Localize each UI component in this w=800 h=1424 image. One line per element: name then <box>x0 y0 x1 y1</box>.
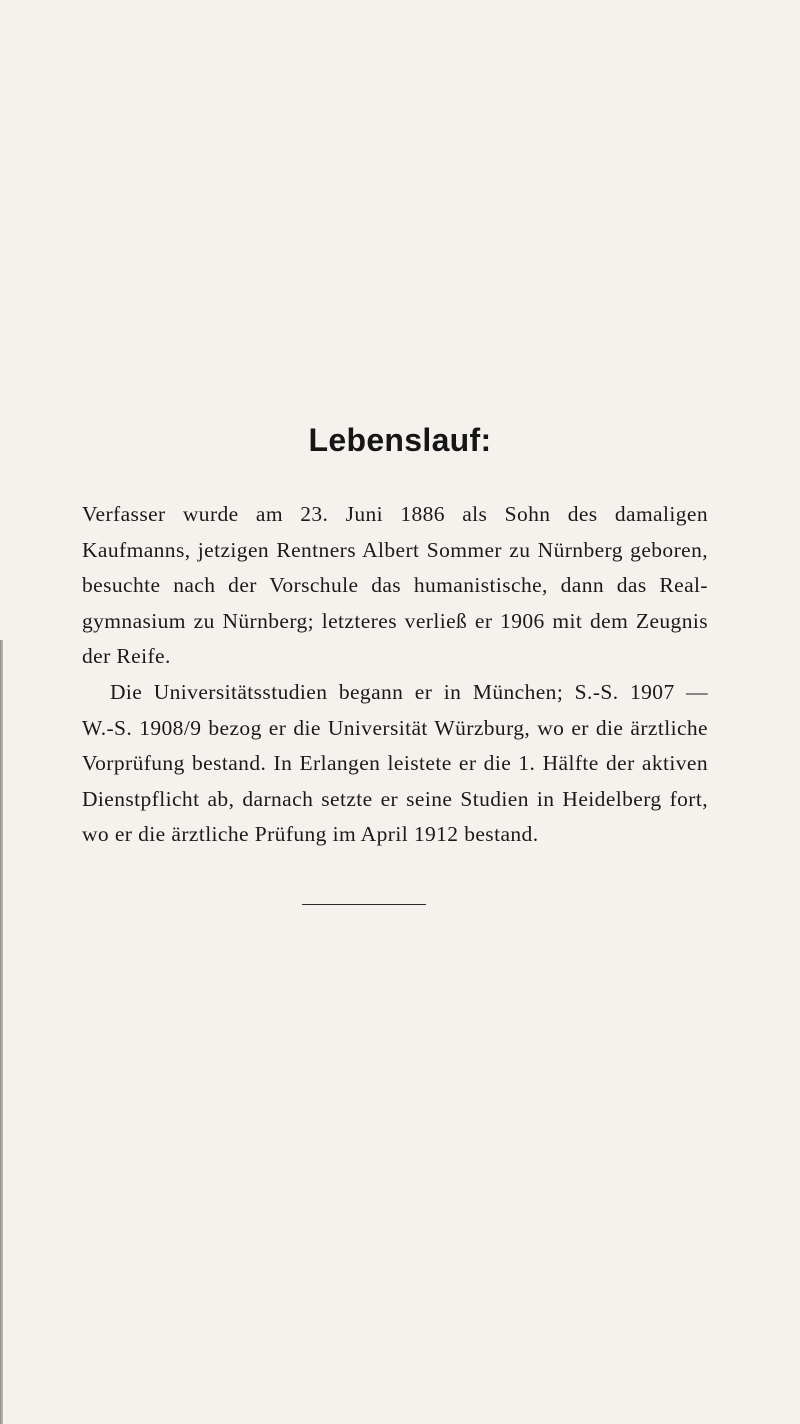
text-line: Verfasser wurde am 23. Juni 1886 als Sohn des damaligen <box>82 502 708 526</box>
text-line: besuchte nach der Vorschule das humanistische, dann das Real- <box>82 573 708 598</box>
text-line: der Reife. <box>82 644 171 669</box>
separator-rule <box>302 904 426 905</box>
text-line: wo er die ärztliche Prüfung im April 1912 bestand. <box>82 822 539 847</box>
text-line: gymnasium zu Nürnberg; letzteres verließ er 1906 mit dem Zeugnis <box>82 608 708 633</box>
text-line: Kaufmanns, jetzigen Rentners Albert Sommer zu Nürnberg geboren, <box>82 537 708 562</box>
text-line: Die Universitätsstudien begann er in München; S.-S. 1907 — <box>110 679 708 704</box>
text-line: Dienstpflicht ab, darnach setzte er seine Studien in Heidelberg fort, <box>82 786 708 811</box>
page-edge-shadow <box>0 640 3 1424</box>
text-line: Vorprüfung bestand. In Erlangen leistete er die 1. Hälfte der aktiven <box>82 751 708 776</box>
body-text <box>82 497 708 853</box>
text-line: W.-S. 1908/9 bezog er die Universität Würzburg, wo er die ärztliche <box>82 715 708 740</box>
page-title: Lebenslauf: <box>308 422 492 458</box>
